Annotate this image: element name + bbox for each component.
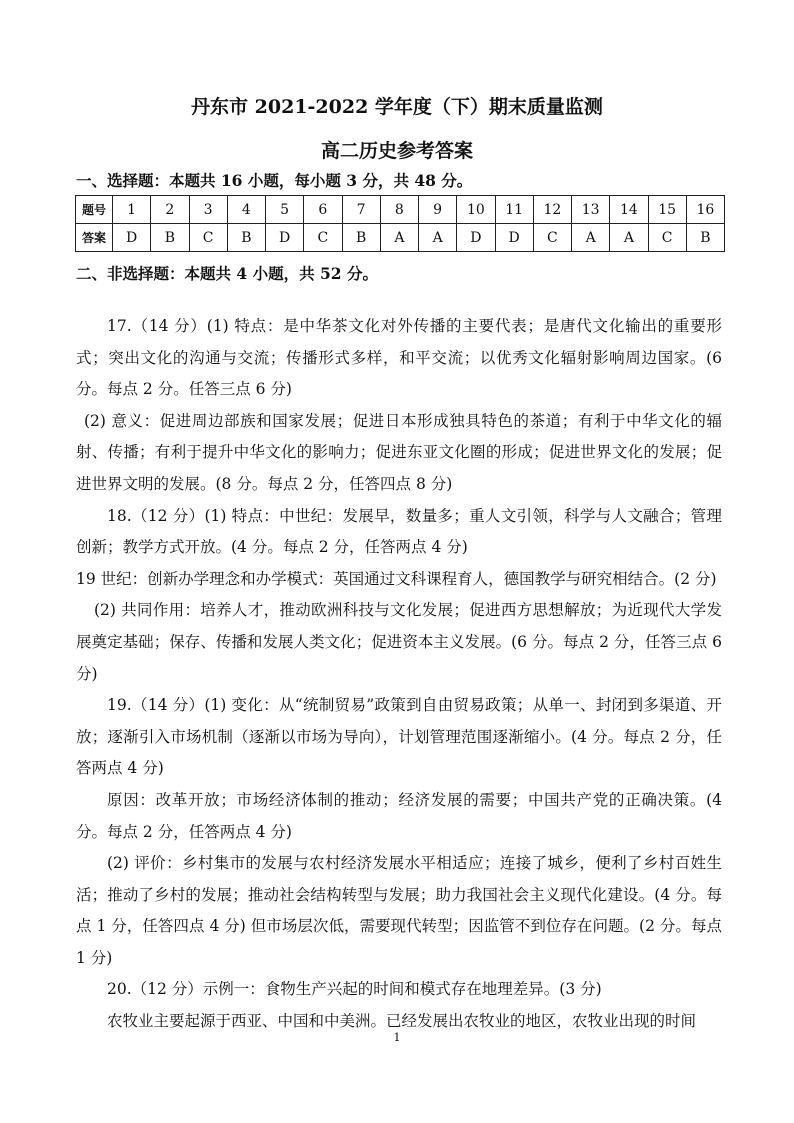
question-number: 5 — [266, 196, 304, 224]
question-number: 13 — [572, 196, 610, 224]
answer-cell: C — [648, 224, 686, 252]
answer-table — [75, 195, 725, 252]
answer-cell: D — [113, 224, 151, 252]
answer-cell: D — [266, 224, 304, 252]
question-number: 1 — [113, 196, 151, 224]
question-number: 12 — [533, 196, 571, 224]
number-row — [76, 196, 725, 224]
answer-cell: B — [227, 224, 265, 252]
q19-part1-reasons: 原因：改革开放；市场经济体制的推动；经济发展的需要；中国共产党的正确决策。(4 分。每点 2 分，任答两点 4 分) — [76, 790, 722, 841]
document-title: 丹东市 2021-2022 学年度（下）期末质量监测 — [191, 96, 603, 118]
question-number: 7 — [342, 196, 380, 224]
row-label-number: 题号 — [76, 196, 113, 224]
q19-part1: 19.（14 分）(1) 变化：从“统制贸易”政策到自由贸易政策；从单一、封闭到多渠道、开放；逐渐引入市场机制（逐渐以市场为导向），计划管理范围逐渐缩小。(4 分。每点 2 分，任答两点 4 分) — [76, 696, 722, 778]
question-number: 3 — [189, 196, 227, 224]
q18-part2: (2) 共同作用：培养人才，推动欧洲科技与文化发展；促进西方思想解放；为近现代大学发展奠定基础；保存、传播和发展人类文化；促进资本主义发展。(6 分。每点 2 分，任答三点 6 分) — [76, 601, 722, 683]
question-number: 8 — [380, 196, 418, 224]
answer-cell: C — [189, 224, 227, 252]
answer-cell: C — [304, 224, 342, 252]
row-label-answer: 答案 — [76, 224, 113, 252]
page-number: 1 — [393, 1031, 401, 1044]
answer-cell: B — [342, 224, 380, 252]
document-subtitle: 高二历史参考答案 — [320, 140, 473, 162]
answer-body — [76, 311, 722, 1038]
question-number: 14 — [610, 196, 648, 224]
question-number: 6 — [304, 196, 342, 224]
question-number: 15 — [648, 196, 686, 224]
answer-cell: D — [457, 224, 495, 252]
answer-cell: B — [686, 224, 724, 252]
question-number: 10 — [457, 196, 495, 224]
question-number: 11 — [495, 196, 533, 224]
answer-cell: A — [610, 224, 648, 252]
question-number: 4 — [227, 196, 265, 224]
q19-part2: (2) 评价：乡村集市的发展与农村经济发展水平相适应；连接了城乡，便利了乡村百姓生活；推动了乡村的发展；推动社会结构转型与发展；助力我国社会主义现代化建设。(4 分。每点 1 分，任答四点 4 分) 但市场层次低，需要现代转型；因监管不到位存在问题。(2 分。每点 1 分) — [76, 854, 722, 967]
answer-cell: D — [495, 224, 533, 252]
q17-part2: (2) 意义：促进周边部族和国家发展；促进日本形成独具特色的茶道；有利于中华文化的辐射、传播；有利于提升中华文化的影响力；促进东亚文化圈的形成；促进世界文化的发展；促进世界文明的发展。(8 分。每点 2 分，任答四点 8 分) — [76, 411, 722, 493]
question-number: 9 — [419, 196, 457, 224]
answer-row — [76, 224, 725, 252]
q18-part1: 18.（12 分）(1) 特点：中世纪：发展早，数量多；重人文引领，科学与人文融合；管理创新；教学方式开放。(4 分。每点 2 分，任答两点 4 分) — [76, 506, 722, 557]
answer-cell: B — [151, 224, 189, 252]
answer-cell: A — [572, 224, 610, 252]
answer-cell: C — [533, 224, 571, 252]
q17-part1: 17.（14 分）(1) 特点：是中华茶文化对外传播的主要代表；是唐代文化输出的重要形式；突出文化的沟通与交流；传播形式多样，和平交流；以优秀文化辐射影响周边国家。(6 分。每点 2 分。任答三点 6 分) — [76, 317, 722, 399]
question-number: 2 — [151, 196, 189, 224]
q20-example1-detail: 农牧业主要起源于西亚、中国和中美洲。已经发展出农牧业的地区，农牧业出现的时间 — [107, 1012, 697, 1031]
section2-heading: 二、非选择题：本题共 4 小题，共 52 分。 — [76, 264, 378, 283]
answer-cell: A — [419, 224, 457, 252]
answer-cell: A — [380, 224, 418, 252]
question-number: 16 — [686, 196, 724, 224]
q20-example1: 20.（12 分）示例一：食物生产兴起的时间和模式存在地理差异。(3 分) — [107, 980, 602, 999]
section1-heading: 一、选择题：本题共 16 小题，每小题 3 分，共 48 分。 — [76, 171, 473, 190]
q18-part1-19th-century: 19 世纪：创新办学理念和办学模式：英国通过文科课程育人，德国教学与研究相结合。(2 分) — [76, 569, 717, 588]
